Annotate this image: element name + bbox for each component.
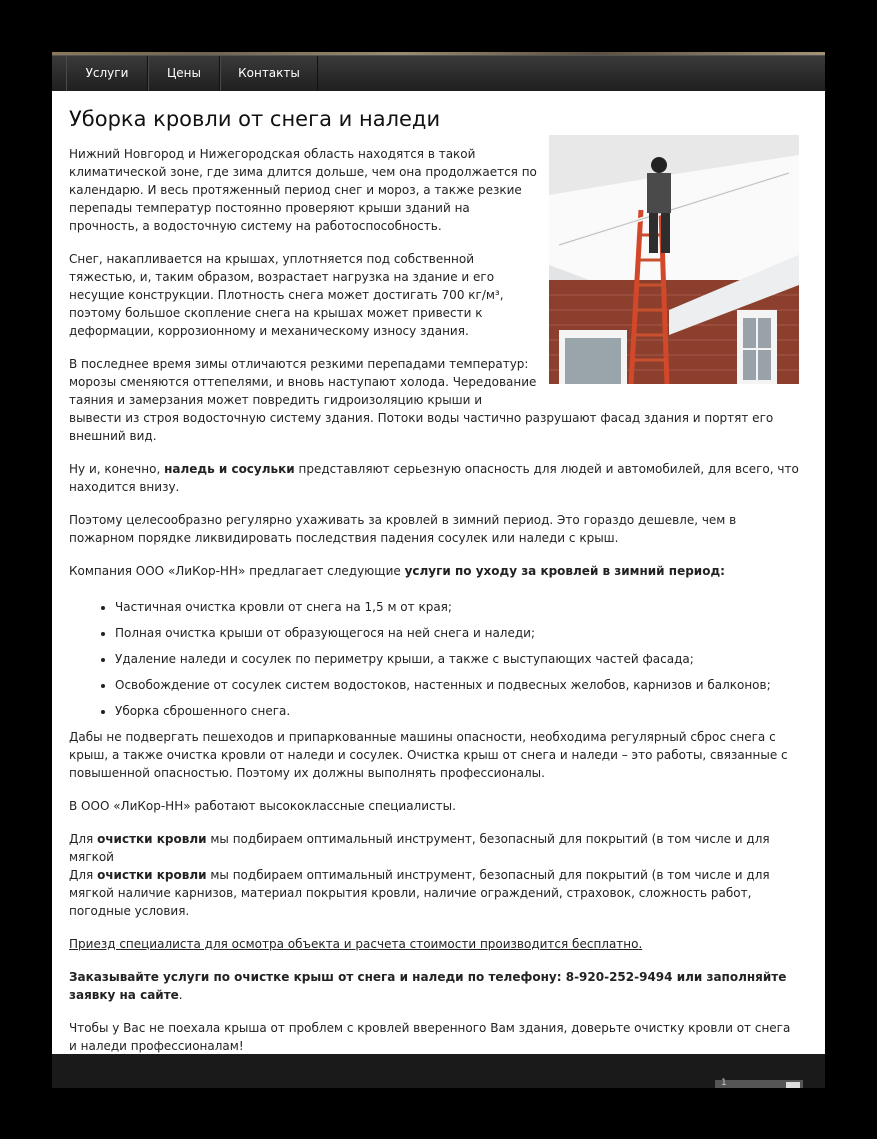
paragraph-snow-load: Снег, накапливается на крышах, уплотняется под собственной тяжестью, и, таким образом, возрастает нагрузка на здание и его несущие конструкции. Плотность снега может достигать 700 кг/м³, поэтому большое скопление снега на крышах может привести к деформации, коррозионному и механическому износу здания.	[69, 252, 504, 338]
list-item: • Частичная очистка кровли от снега на 1,5 м от края;	[115, 598, 799, 616]
list-item: • Удаление наледи и сосулек по периметру крыши, а также с выступающих частей фасада;	[115, 650, 799, 668]
list-item: • Освобождение от сосулек систем водостоков, настенных и подвесных желобов, карнизов и балконов;	[115, 676, 799, 694]
nav-item-contacts[interactable]: Контакты	[220, 56, 318, 91]
paragraph-temperature: В последнее время зимы отличаются резкими перепадами температур: морозы сменяются оттепелями, и вновь наступают холода. Чередование таяния и замерзания может повредить гидроизоляцию крыши и вывести из строя водосточную систему здания. Потоки воды частично разрушают фасад здания и портят его внешний вид.	[69, 357, 774, 443]
paragraph-tools-full: Для очистки кровли мы подбираем оптимальный инструмент, безопасный для покрытий (в том числе и для мягкой наличие карнизов, материал покрытия кровли, наличие ограждений, страховок, сложность работ, погодные условия.	[69, 868, 770, 918]
list-item: • Полная очистка крыши от образующегося на ней снега и наледи;	[115, 624, 799, 642]
page-indicator: 1	[721, 1078, 727, 1088]
nav-item-services[interactable]: Услуги	[66, 56, 148, 91]
main-nav	[52, 55, 825, 91]
page-container	[52, 52, 825, 1088]
paragraph-intro: Нижний Новгород и Нижегородская область находятся в такой климатической зоне, где зима длится дольше, чем она продолжается по календарю. И весь протяженный период снег и мороз, а также резкие перепады температур постоянно проверяют крыши зданий на прочность, а водосточную систему на работоспособность.	[69, 147, 537, 233]
page-title: Уборка кровли от снега и наледи	[69, 107, 441, 131]
footer-widget[interactable]	[715, 1080, 803, 1088]
paragraph-maintenance: Поэтому целесообразно регулярно ухаживать за кровлей в зимний период. Это гораздо дешевле, чем в пожарном порядке ликвидировать последствия падения сосулек или наледи с крыш.	[69, 513, 737, 545]
paragraph-danger: Дабы не подвергать пешеходов и припаркованные машины опасности, необходима регулярный сброс снега с крыш, а также очистка кровли от наледи и сосулек. Очистка крыш от снега и наледи – это работы, связанные с повышенной опасностью. Поэтому их должны выполнять профессионалы.	[69, 730, 788, 780]
paragraph-closing: Чтобы у Вас не поехала крыша от проблем с кровлей вверенного Вам здания, доверьте очистку кровли от снега и наледи профессионалам!	[69, 1021, 791, 1053]
free-inspection-link[interactable]: Приезд специалиста для осмотра объекта и расчета стоимости производится бесплатно.	[69, 937, 643, 951]
paragraph-specialists: В ООО «ЛиКор-НН» работают высококлассные специалисты.	[69, 799, 456, 813]
paragraph-services-intro: Компания ООО «ЛиКор-НН» предлагает следующие услуги по уходу за кровлей в зимний период:	[69, 564, 725, 578]
list-item: • Уборка сброшенного снега.	[115, 702, 799, 720]
paragraph-tools: Для очистки кровли мы подбираем оптимальный инструмент, безопасный для покрытий (в том числе и для мягкой	[69, 832, 770, 864]
scroll-knob-icon	[786, 1082, 800, 1088]
paragraph-icicles: Ну и, конечно, наледь и сосульки представляют серьезную опасность для людей и автомобилей, для всего, что находится внизу.	[69, 462, 799, 494]
nav-item-prices[interactable]: Цены	[148, 56, 220, 91]
services-list	[69, 598, 799, 720]
article	[69, 107, 799, 1070]
paragraph-order-cta: Заказывайте услуги по очистке крыш от снега и наледи по телефону: 8-920-252-9494 или заполняйте заявку на сайте.	[69, 970, 787, 1002]
footer	[52, 1054, 825, 1088]
roof-cleaning-photo	[549, 135, 799, 384]
